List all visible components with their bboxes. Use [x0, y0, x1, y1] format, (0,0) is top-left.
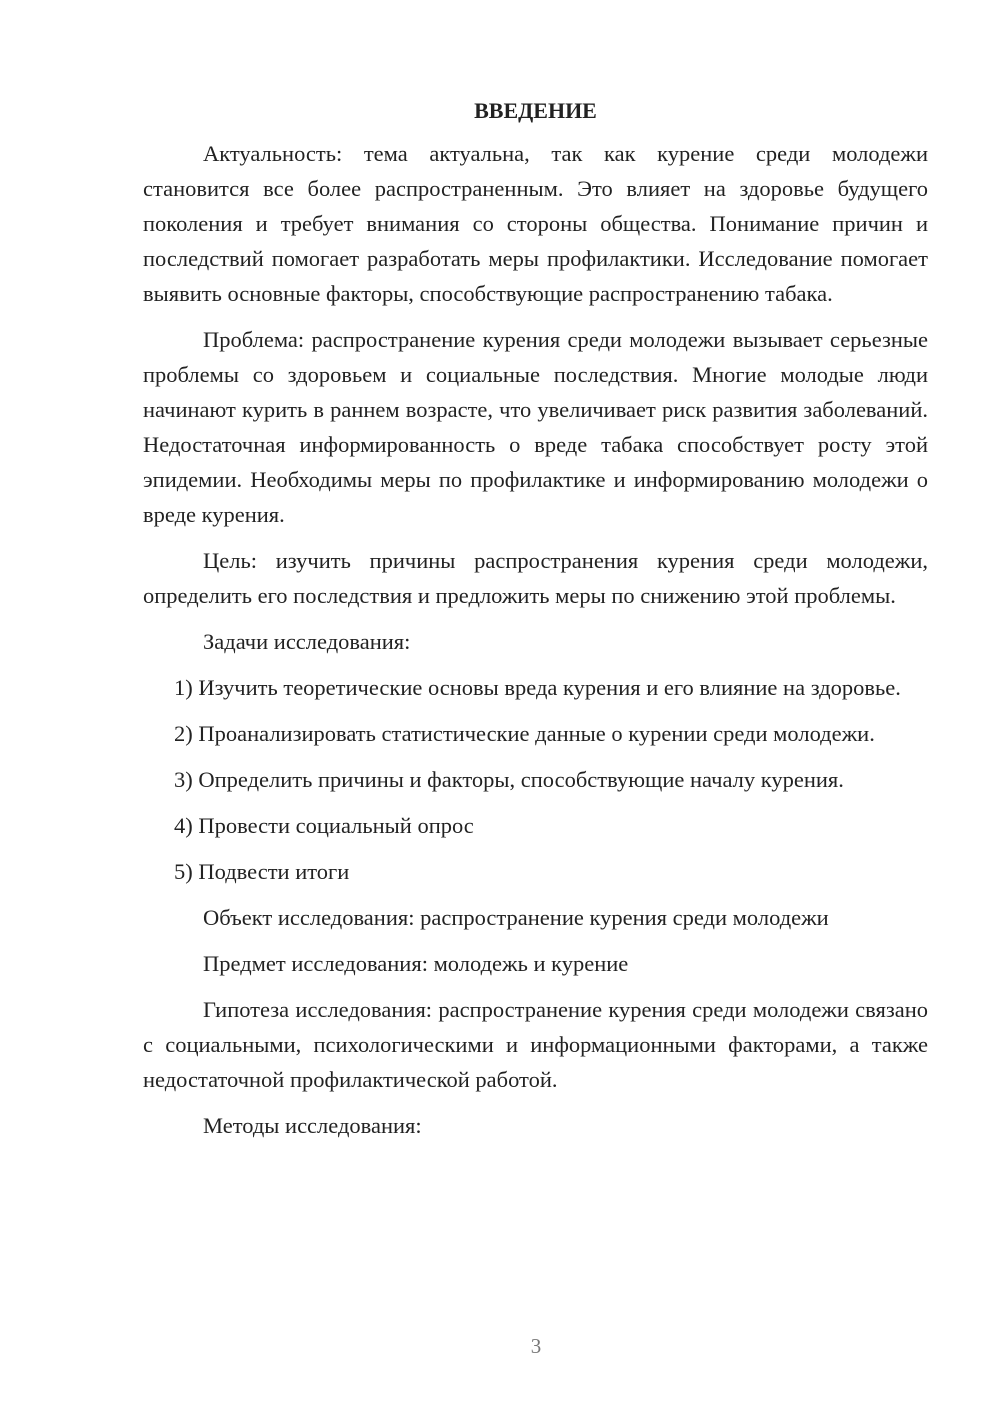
document-body — [143, 96, 928, 1154]
object-paragraph: Объект исследования: распространение курения среди молодежи — [203, 905, 829, 930]
task-item-2: 2) Проанализировать статистические данные о курении среди молодежи. — [174, 721, 875, 746]
hypothesis-paragraph: Гипотеза исследования: распространение курения среди молодежи связано с социальными, психологическими и информационными факторами, а также недостаточной профилактической работой. — [143, 997, 928, 1092]
goal-paragraph: Цель: изучить причины распространения курения среди молодежи, определить его последствия и предложить меры по снижению этой проблемы. — [143, 548, 928, 608]
task-item-1: 1) Изучить теоретические основы вреда курения и его влияние на здоровье. — [174, 675, 901, 700]
tasks-heading: Задачи исследования: — [203, 629, 411, 654]
problem-paragraph: Проблема: распространение курения среди молодежи вызывает серьезные проблемы со здоровьем и социальные последствия. Многие молодые люди начинают курить в раннем возрасте, что увеличивает риск развития заболеваний. Недостаточная информированность о вреде табака способствует росту этой эпидемии. Необходимы меры по профилактике и информированию молодежи о вреде курения. — [143, 327, 928, 527]
task-item-4: 4) Провести социальный опрос — [174, 813, 474, 838]
page-number: 3 — [530, 1334, 542, 1358]
relevance-paragraph: Актуальность: тема актуальна, так как курение среди молодежи становится все более распространенным. Это влияет на здоровье будущего поколения и требует внимания со стороны общества. Понимание причин и последствий помогает разработать меры профилактики. Исследование помогает выявить основные факторы, способствующие распространению табака. — [143, 141, 928, 306]
page-title: ВВЕДЕНИЕ — [474, 98, 597, 123]
subject-paragraph: Предмет исследования: молодежь и курение — [203, 951, 629, 976]
methods-heading: Методы исследования: — [203, 1113, 422, 1138]
task-item-5: 5) Подвести итоги — [174, 859, 350, 884]
task-item-3: 3) Определить причины и факторы, способствующие началу курения. — [174, 767, 844, 792]
